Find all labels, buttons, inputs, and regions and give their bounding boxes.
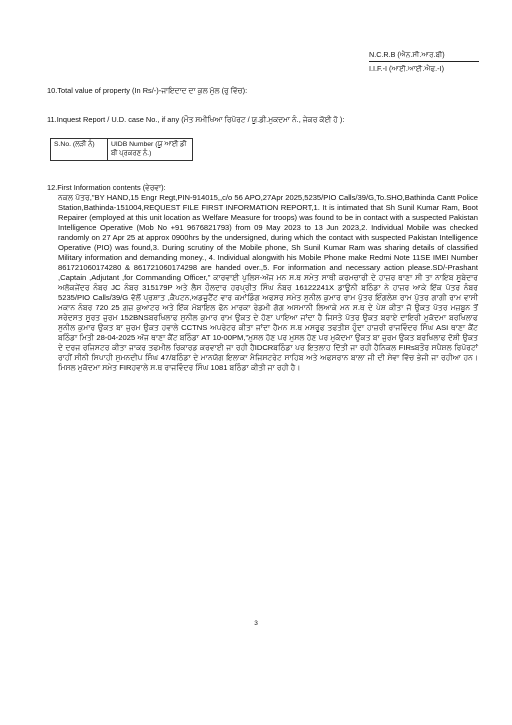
sno-header: S.No. (ਲੜੀ ਨੰ) xyxy=(51,139,108,161)
fir-contents-text: ਨਕਲ ਪੱਤਰ,"BY HAND,15 Engr Regt,PIN-914015,,c/o 56 APO,27Apr 2025,5235/PIO Calls/39/G,To.SHO,Bathinda Cantt Police Station,Bathinda-151004,REQUEST FILE FIRST INFORMATION REPORT,1. It is intimated that Sh Sunil Kumar Ram, Boot Repairer (employed at this unit location as Welfare Measure for troops) was found to be in contact with a suspected Pakistan Intelligence Operative (Mob No +91 9676821793) from 09 May 2023 to 13 Jun 2023,2. Individual Mobile was checked randomly on 27 Apr 25 at approx 0900hrs by the undersigned, during which the contact with suspected Pakistan Intelligence Operative (PIO) was found,3. During scrutiny of the Mobile phone, Sh Sunil Kumar Ram was sharing details of classified Military information and demanding money., 4. Individual alongwith his Mobile Phone make Redmi Note 11SE IMEI Number 861721060174280 & 861721060174298 are handed over.,5. For information and necessary action please.SD/-Prashant ,Captain ,Adjutant ,for Commanding Officer," ਕਾਰਵਾਈ ਪੁਲਿਸ-ਅੱਜ ਮਨ ਸ.ਥ ਸਮੇਤ ਸਾਥੀ ਕਰਮਚਾਰੀ ਦੇ ਹਾਜ਼ਰ ਥਾਣਾ ਸੀ ਤਾ ਨਾਇਬ ਸੂਬੇਦਾਰ ਅਲੋਕਜੇਂਦਰ ਨੰਬਰ JC ਨੰਬਰ 315179P ਅਤੇ ਲੈਸ ਹੌਲਦਾਰ ਹਰਪ੍ਰੀਤ ਸਿੰਘ ਨੰਬਰ 16122241X ਡਾਊਨੀ ਬਠਿੰਡਾ ਨੇ ਹਾਜ਼ਰ ਆਕੇ ਇੱਕ ਪੱਤਰ ਨੰਬਰ 5235/PIO Calls/39/G ਵੱਲੋਂ ਪ੍ਰਸ਼ਾਤ ,ਕੈਪਟਨ,ਅਡਜੂਟੈਂਟ ਵਾਰ ਕਮਾਂਡਿੰਗ ਅਫਸਰ ਸਮੇਤ ਸੁਨੀਲ ਕੁਮਾਰ ਰਾਮ ਪੁੱਤਰ ਇੰਗਲੇਸ਼ ਰਾਮ ਪੁੱਤਰ ਗਾਗੀ ਰਾਮ ਵਾਸੀ ਮਕਾਨ ਨੰਬਰ 720 25 ਗ਼ਜ਼ ਕੁਆਟਰ ਅਤੇ ਇੱਕ ਮੋਬਾਇਲ ਫੋਨ ਮਾਰਕਾ ਰੇਡਮੀ ਗੱਗ ਅਸਮਾਨੀ ਲਿਆਕੇ ਮਨ ਸ.ਥ ਦੇ ਪੇਸ਼ ਕੀਤਾ ਜੋ ਉਕਤ ਪੱਤਰ ਮਜ਼ਬੂਨ ਤੋਂ ਸਰੇਦਸਤ ਸੂਰਤ ਜੁਰਮ 152BNSਬਰਖਿਲਾਫ ਸੁਨੀਲ ਕੁਮਾਰ ਰਾਮ ਉਕਤ ਦੇ ਹੋਣਾ ਪਾਇਆ ਜਾਂਦਾ ਹੈ ਜਿਸਤੇ ਪੱਤਰ ਉਕਤ ਬਰਾਏ ਦਾਇਰੀ ਮੁਕੱਦਮਾ ਬਰਖਿਲਾਫ ਸੁਨੀਲ ਕੁਮਾਰ ਉਕਤ ਬਾ ਜੁਰਮ ਉਕਤ ਹਵਾਲੇ CCTNS ਅਪਰੇਟਰ ਕੀਤਾ ਜਾਂਦਾ ਹੈਮਨ ਸ.ਥ ਮਸਰੂਫ ਤਫਤੀਸ਼ ਹੁੰਦਾ ਹਾਜ਼ਰੀ ਰਾਜਵਿੰਦਰ ਸਿੰਘ ASI ਥਾਣਾ ਕੈਂਟ ਬਠਿੰਡਾ ਮਿਤੀ 28-04-2025 ਅੱਜ ਥਾਣਾ ਕੈਂਟ ਬਠਿੰਡਾ AT 10-00PM,"ਮੁਸਲ ਹੋਣ ਪਰ ਮੁਸਲ ਹੋਣ ਪਰ ਮੁਕੱਦਮਾ ਉਕਤ ਬਾ ਜੁਰਮ ਉਕਤ ਬਰਖਿਲਾਫ ਦੋਸ਼ੀ ਉਕਤ ਦੇ ਦਰਜ ਰਜਿਸਟਰ ਕੀਤਾ ਜਾਕਰ ਤਫਮੀਲ ਰਿਕਾਰਡ ਕਰਵਾਈ ਜਾ ਰਹੀ ਹੈIDCRਬਠਿੰਡਾ ਪਰ ਇਤਲਾਹ ਦਿੱਤੀ ਜਾ ਰਹੀ ਹੈਨਿਕਲ FIRsਬਤੌਰ ਸਪੈਸ਼ਲ ਰਿਪੋਰਟਾਂ ਰਾਹੀਂ ਸੀਨੀ ਸਿਪਾਹੀ ਸੁਮਨਦੀਪ ਸਿੰਘ 47/ਬਠਿੰਡਾ ਦੇ ਮਾਨਯੋਗ ਇਲਾਕਾ ਮੈਜਿਸਟਰੇਟ ਸਾਹਿਬ ਅਤੇ ਅਫਸਰਾਨ ਬਾਲਾ ਜੀ ਦੀ ਸੇਵਾ ਵਿੱਚ ਭੇਜੀ ਜਾ ਰਹੀਆ ਹਨ।ਮਿਸਲ ਮੁਕੱਦਮਾ ਸਮੇਤ FIRਹਵਾਲੇ ਸ.ਥ ਰਾਜਵਿੰਦਰ ਸਿੰਘ 1081 ਬਠਿੰਡਾ ਕੀਤੀ ਜਾ ਰਹੀ ਹੈ। xyxy=(58,193,478,372)
property-value-field: 10.Total value of property (In Rs/-)-ਜਾਇਦਾਦ ਦਾ ਕੁਲ ਮੁੱਲ (ਰੁ ਵਿੱਚ): xyxy=(47,86,248,95)
fir-contents-heading: 12.First Information contents (ਵੇਰਵਾ): xyxy=(47,183,166,192)
inquest-report-field: 11.Inquest Report / U.D. case No., if any (ਮੌਤ ਸਮੀਖਿਆ ਰਿਪੋਰਟ / ਯੂ.ਡੀ.ਮੁਕਦਮਾ ਨੰ., ਜੇਕਰ ਕੋਈ ਹੋ ): xyxy=(47,115,345,124)
uidb-header: UIDB Number (ਯੂ ਆਈ ਡੀ ਬੀ ਪ੍ਰਕਰਣ ਨੰ.) xyxy=(108,139,193,161)
table-row xyxy=(51,139,193,161)
fir-contents-body xyxy=(58,193,478,373)
header-divider xyxy=(369,61,479,62)
ncrb-label: N.C.R.B (ਐਨ.ਸੀ.ਆਰ.ਬੀ) xyxy=(369,50,445,59)
iif-label: I.I.F.-I (ਆਈ.ਆਈ.ਐਫ.-I) xyxy=(369,64,444,73)
ncrb-header xyxy=(369,49,479,74)
uidb-table xyxy=(50,138,193,161)
page-number: 3 xyxy=(254,620,258,627)
